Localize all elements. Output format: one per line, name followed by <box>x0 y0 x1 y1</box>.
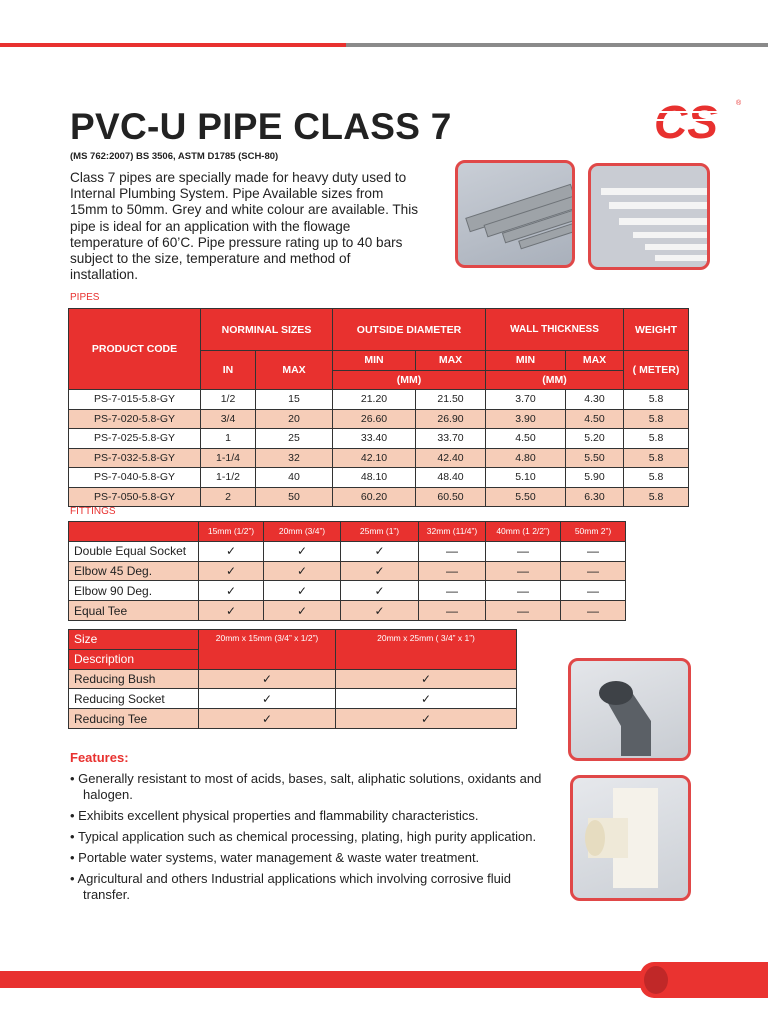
table-cell: 5.8 <box>624 409 689 429</box>
table-row <box>69 468 689 488</box>
reducing-name: Reducing Tee <box>69 709 199 729</box>
availability-cell: ✓ <box>336 689 517 709</box>
availability-cell: ✓ <box>199 541 264 561</box>
features-list <box>70 771 560 903</box>
header-nominal: NORMINAL SIZES <box>201 309 333 351</box>
header-wt-max: MAX <box>566 351 624 371</box>
availability-cell: — <box>419 561 486 581</box>
fitting-name: Equal Tee <box>69 601 199 621</box>
white-pipes-illustration <box>591 166 707 267</box>
standards-subtitle: (MS 762:2007) BS 3506, ASTM D1785 (SCH-80) <box>70 151 279 162</box>
top-bar-red <box>0 43 346 47</box>
table-cell: 50 <box>256 487 333 507</box>
table-cell: 5.50 <box>566 448 624 468</box>
white-pipes-photo <box>588 163 710 270</box>
svg-text:CS: CS <box>654 96 718 146</box>
table-cell: 42.40 <box>416 448 486 468</box>
fittings-column-header: 50mm 2”) <box>561 522 626 542</box>
availability-cell: ✓ <box>341 541 419 561</box>
reducing-row <box>69 689 517 709</box>
table-cell: PS-7-015-5.8-GY <box>69 390 201 410</box>
availability-cell: ✓ <box>199 561 264 581</box>
availability-cell: ✓ <box>199 709 336 729</box>
table-cell: 4.50 <box>486 429 566 449</box>
pipes-table <box>68 308 689 507</box>
table-cell: PS-7-025-5.8-GY <box>69 429 201 449</box>
table-cell: PS-7-040-5.8-GY <box>69 468 201 488</box>
table-cell: 5.50 <box>486 487 566 507</box>
white-tee-illustration <box>573 778 688 898</box>
header-product-code: PRODUCT CODE <box>69 309 201 390</box>
fittings-section-label: FITTINGS <box>70 506 116 517</box>
top-bar-gray <box>346 43 768 47</box>
intro-paragraph: Class 7 pipes are specially made for heavy duty used to Internal Plumbing System. Pipe Available sizes from 15mm to 50mm. Grey and white colour are available. This pipe is ideal for an application with the flowage temperature of 60’C. Pipe pressure rating up to 40 bars subject to the size, temperature and method of installation. <box>70 170 419 283</box>
feature-item: • Agricultural and others Industrial applications which involving corrosive fluid transfer. <box>70 871 560 903</box>
fitting-row <box>69 561 626 581</box>
availability-cell: ✓ <box>264 601 341 621</box>
table-row <box>69 487 689 507</box>
table-cell: 5.8 <box>624 487 689 507</box>
table-cell: 60.20 <box>333 487 416 507</box>
availability-cell: ✓ <box>264 561 341 581</box>
availability-cell: ✓ <box>199 689 336 709</box>
table-row <box>69 409 689 429</box>
header-od-max: MAX <box>416 351 486 371</box>
availability-cell: ✓ <box>199 669 336 689</box>
table-cell: 21.50 <box>416 390 486 410</box>
cs-logo <box>650 96 745 146</box>
reducing-name: Reducing Socket <box>69 689 199 709</box>
reducing-col-0: 20mm x 15mm (3/4” x 1/2”) <box>199 630 336 670</box>
availability-cell: — <box>486 541 561 561</box>
fittings-column-header: 25mm (1”) <box>341 522 419 542</box>
header-meter: ( METER) <box>624 351 689 390</box>
fitting-name: Elbow 90 Deg. <box>69 581 199 601</box>
grey-pipes-photo <box>455 160 575 268</box>
availability-cell: — <box>561 581 626 601</box>
table-cell: PS-7-020-5.8-GY <box>69 409 201 429</box>
table-cell: 48.40 <box>416 468 486 488</box>
table-cell: 26.90 <box>416 409 486 429</box>
grey-elbow-illustration <box>571 661 688 758</box>
table-cell: 5.20 <box>566 429 624 449</box>
availability-cell: ✓ <box>336 709 517 729</box>
availability-cell: ✓ <box>341 601 419 621</box>
fitting-name: Elbow 45 Deg. <box>69 561 199 581</box>
availability-cell: ✓ <box>341 581 419 601</box>
bottom-bar <box>0 971 660 988</box>
features-section <box>70 750 560 908</box>
feature-item: • Portable water systems, water management & waste water treatment. <box>70 850 560 866</box>
fittings-column-header: 20mm (3/4”) <box>264 522 341 542</box>
fittings-column-header: 40mm (1 2/2”) <box>486 522 561 542</box>
feature-item: • Typical application such as chemical processing, plating, high purity application. <box>70 829 560 845</box>
availability-cell: — <box>419 601 486 621</box>
grey-pipes-illustration <box>458 163 572 265</box>
feature-item: • Exhibits excellent physical properties and flammability characteristics. <box>70 808 560 824</box>
fitting-row <box>69 581 626 601</box>
table-row <box>69 390 689 410</box>
availability-cell: — <box>561 601 626 621</box>
reducing-name: Reducing Bush <box>69 669 199 689</box>
table-cell: PS-7-050-5.8-GY <box>69 487 201 507</box>
header-outside-diameter: OUTSIDE DIAMETER <box>333 309 486 351</box>
table-cell: 3.70 <box>486 390 566 410</box>
equal-tee-photo <box>570 775 691 901</box>
table-cell: 4.30 <box>566 390 624 410</box>
table-cell: 5.8 <box>624 448 689 468</box>
fitting-name: Double Equal Socket <box>69 541 199 561</box>
table-cell: 1 <box>201 429 256 449</box>
availability-cell: — <box>561 541 626 561</box>
availability-cell: ✓ <box>336 669 517 689</box>
table-cell: 5.8 <box>624 429 689 449</box>
header-wt-unit: (MM) <box>486 370 624 390</box>
table-cell: 4.50 <box>566 409 624 429</box>
availability-cell: — <box>419 541 486 561</box>
table-cell: 5.8 <box>624 468 689 488</box>
pipes-section-label: PIPES <box>70 292 100 303</box>
header-weight: WEIGHT <box>624 309 689 351</box>
fitting-row <box>69 541 626 561</box>
feature-item: • Generally resistant to most of acids, bases, salt, aliphatic solutions, oxidants and halogen. <box>70 771 560 803</box>
reducing-table <box>68 629 517 729</box>
table-cell: 40 <box>256 468 333 488</box>
fittings-header-blank <box>69 522 199 542</box>
table-cell: 48.10 <box>333 468 416 488</box>
table-cell: 15 <box>256 390 333 410</box>
availability-cell: ✓ <box>199 601 264 621</box>
table-cell: 25 <box>256 429 333 449</box>
table-cell: 5.90 <box>566 468 624 488</box>
fittings-column-header: 15mm (1/2”) <box>199 522 264 542</box>
table-cell: 60.50 <box>416 487 486 507</box>
availability-cell: ✓ <box>264 581 341 601</box>
fittings-column-header: 32mm (11/4”) <box>419 522 486 542</box>
header-in: IN <box>201 351 256 390</box>
table-cell: 6.30 <box>566 487 624 507</box>
table-cell: 3.90 <box>486 409 566 429</box>
table-cell: 33.70 <box>416 429 486 449</box>
table-cell: 42.10 <box>333 448 416 468</box>
header-max: MAX <box>256 351 333 390</box>
table-cell: 20 <box>256 409 333 429</box>
availability-cell: — <box>486 561 561 581</box>
availability-cell: ✓ <box>341 561 419 581</box>
fitting-row <box>69 601 626 621</box>
header-od-min: MIN <box>333 351 416 371</box>
availability-cell: — <box>561 561 626 581</box>
table-cell: 5.10 <box>486 468 566 488</box>
size-label: Size <box>69 630 199 650</box>
table-cell: 1-1/4 <box>201 448 256 468</box>
availability-cell: — <box>486 601 561 621</box>
reducing-col-1: 20mm x 25mm ( 3/4” x 1”) <box>336 630 517 670</box>
table-cell: 21.20 <box>333 390 416 410</box>
table-cell: 26.60 <box>333 409 416 429</box>
availability-cell: — <box>419 581 486 601</box>
table-cell: 2 <box>201 487 256 507</box>
header-wt-min: MIN <box>486 351 566 371</box>
table-cell: 33.40 <box>333 429 416 449</box>
pipe-end-icon <box>644 966 668 994</box>
table-row <box>69 448 689 468</box>
table-cell: 1-1/2 <box>201 468 256 488</box>
svg-text:®: ® <box>736 100 742 107</box>
page-title: PVC-U PIPE CLASS 7 <box>70 106 452 147</box>
elbow-45-photo <box>568 658 691 761</box>
table-row <box>69 429 689 449</box>
table-cell: 5.8 <box>624 390 689 410</box>
reducing-row <box>69 669 517 689</box>
features-title: Features: <box>70 750 129 765</box>
header-wall-thickness: WALL THICKNESS <box>486 309 624 351</box>
table-cell: 4.80 <box>486 448 566 468</box>
table-cell: PS-7-032-5.8-GY <box>69 448 201 468</box>
fittings-table <box>68 521 626 621</box>
reducing-row <box>69 709 517 729</box>
availability-cell: ✓ <box>199 581 264 601</box>
table-cell: 3/4 <box>201 409 256 429</box>
availability-cell: ✓ <box>264 541 341 561</box>
table-cell: 32 <box>256 448 333 468</box>
availability-cell: — <box>486 581 561 601</box>
header-od-unit: (MM) <box>333 370 486 390</box>
description-label: Description <box>69 649 199 669</box>
table-cell: 1/2 <box>201 390 256 410</box>
